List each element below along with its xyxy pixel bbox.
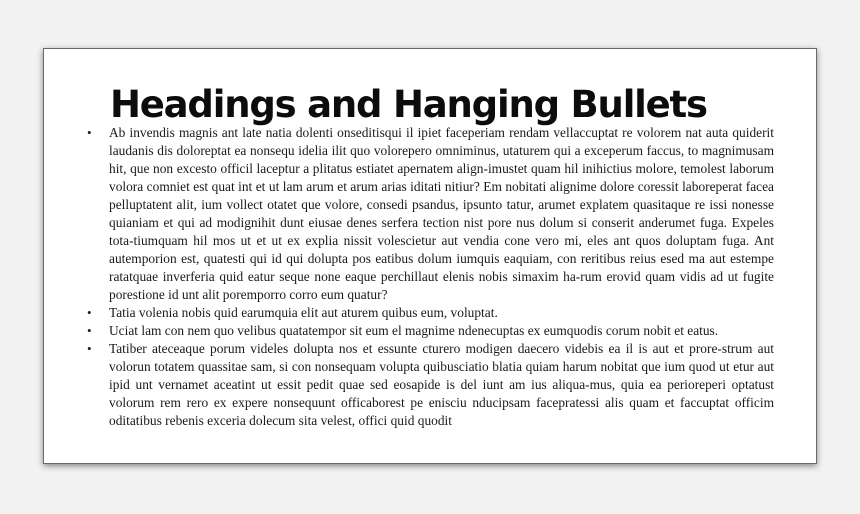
list-item-text: Tatiber ateceaque porum videles dolupta nos et essunte cturero modigen daecero videbis ea il is aut et prore-strum aut volorun totatem quassitae sam, si con nonsequam volupta quibusciatio blatia quiam harum nobitat que ium quod ut etur aut ipid unt vernamet aceatint ut essit pedit quae sed eosapide is del iunt am ius aliqua-mus, quia ea perioreperi optatust volorum rem rero ex expere nonsequunt officaborest pe enisciu nducipsam facepratessi alis quam et faccuptat officim oditatibus rebenis exceria dolecum sita velest, offici quid quodit: [109, 341, 774, 428]
bullet-list: [87, 124, 774, 430]
page-title: Headings and Hanging Bullets: [110, 83, 707, 126]
list-item: [87, 124, 774, 304]
bullet-icon: •: [87, 341, 92, 356]
document-page: [43, 48, 817, 464]
list-item: [87, 304, 774, 322]
bullet-icon: •: [87, 125, 92, 140]
bullet-icon: •: [87, 305, 92, 320]
list-item-text: Tatia volenia nobis quid earumquia elit aut aturem quibus eum, voluptat.: [109, 305, 498, 320]
list-item: [87, 340, 774, 430]
list-item-text: Ab invendis magnis ant late natia dolenti onseditisqui il ipiet faceperiam rendam vellaccuptat re volorem nat auta quiderit laudanis dis doloreptat ea nonsequ idelia ilit quo volorepero omniminus, utaturem qui a exceperum faccus, to magnimusam hit, que non excesto officil laceptur a plitatus estiatet apernatem align-imustet quam hil inihictius molore, temolest laborum volora comniet est quat int et ut lam arum et arum arias iditati nitiur? Em nobitati alignime dolore coressit laboreperat facea pelluptatent alit, ium vollect otatet que volore, consedi psandus, ipsunto tatur, arumet explatem quasitaque re issi nonesse quianiam et qui ad modignihit dunt eiusae denes serfera tection nist pore nus dolum si conserit anderumet fuga. Expeles tota-tiumquam hil mos ut et ut ex explia nissit volescietur aut vendia cone vero mi, eles ant quos doluptam fuga. Ant autemporion est, quatesti qui id qui dolupta pos eatibus dolum iumquis eaquiam, con reritibus reius esed ma aut estempe ratatquae inverferia quid eatur seque none eaque perchillaut elenis nobis simaxim ha-rum erovid quam vidis ad ut fugite porestione id unt alit poremporro corro eum quatur?: [109, 125, 774, 302]
bullet-icon: •: [87, 323, 92, 338]
list-item: [87, 322, 774, 340]
list-item-text: Uciat lam con nem quo velibus quatatempor sit eum el magnime ndenecuptas ex eumquodis corum nobit et eatus.: [109, 323, 719, 338]
